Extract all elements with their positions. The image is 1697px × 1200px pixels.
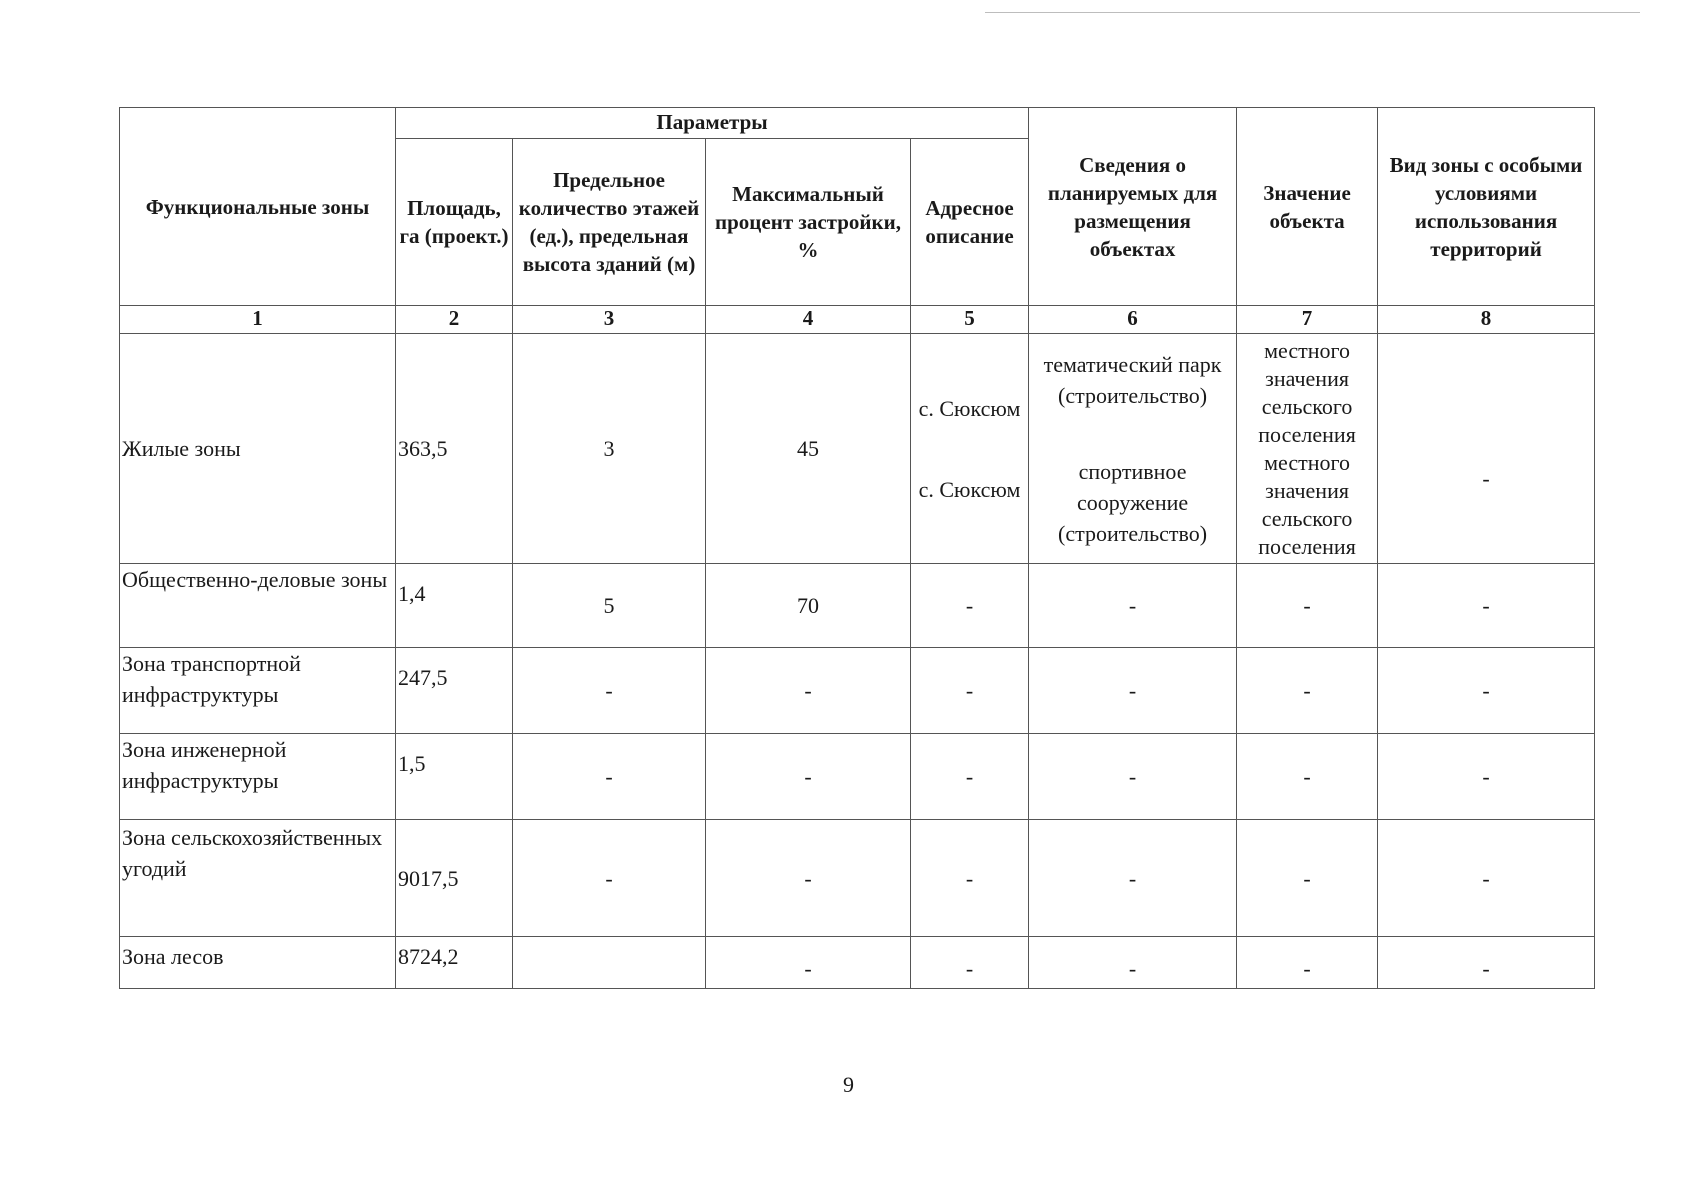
header-max-built-percent: Максимальный процент застройки, % (706, 139, 911, 306)
header-floors-height: Предельное количество этажей (ед.), предельная высота зданий (м) (513, 139, 706, 306)
zone-area: 8724,2 (396, 937, 513, 989)
zone-name: Общественно-деловые зоны (120, 564, 396, 648)
zone-name: Зона сельскохозяйственных угодий (120, 820, 396, 937)
zone-objects: - (1029, 937, 1237, 989)
zone-address: с. Сюксюм (918, 476, 1021, 502)
column-number: 3 (513, 306, 706, 334)
zone-percent: - (706, 648, 911, 734)
column-number: 5 (911, 306, 1029, 334)
zone-floors (513, 937, 706, 989)
zone-address: - (911, 937, 1029, 989)
header-area: Площадь, га (проект.) (396, 139, 513, 306)
table-row (120, 937, 1595, 989)
scan-top-line (985, 12, 1640, 13)
zone-objects: - (1029, 734, 1237, 820)
functional-zones-table (119, 107, 1595, 989)
zone-percent: 70 (706, 564, 911, 648)
zone-percent: 45 (706, 334, 911, 564)
object-significance: местного значения сельского поселения (1258, 449, 1356, 559)
zone-area: 1,4 (396, 564, 513, 648)
planned-object: тематический парк (строительство) (1043, 351, 1222, 408)
zone-special: - (1378, 734, 1595, 820)
zone-address: - (911, 734, 1029, 820)
zone-name: Зона лесов (120, 937, 396, 989)
zone-percent: - (706, 734, 911, 820)
header-planned-objects: Сведения о планируемых для размещения объектах (1029, 108, 1237, 306)
zone-special: - (1378, 334, 1595, 564)
column-number: 1 (120, 306, 396, 334)
planned-object: спортивное сооружение (строительство) (1058, 458, 1208, 546)
header-address: Адресное описание (911, 139, 1029, 306)
zone-significance-cell (1237, 334, 1378, 564)
zone-name: Зона инженерной инфраструктуры (120, 734, 396, 820)
zone-significance: - (1237, 648, 1378, 734)
zone-special: - (1378, 937, 1595, 989)
table-row (120, 564, 1595, 648)
zone-special: - (1378, 820, 1595, 937)
zone-objects: - (1029, 648, 1237, 734)
zone-area: 1,5 (396, 734, 513, 820)
zone-floors: - (513, 648, 706, 734)
zone-address: - (911, 564, 1029, 648)
header-object-significance: Значение объекта (1237, 108, 1378, 306)
column-number: 4 (706, 306, 911, 334)
table-row (120, 734, 1595, 820)
zone-objects: - (1029, 564, 1237, 648)
object-significance: местного значения сельского поселения (1258, 337, 1356, 447)
column-number: 7 (1237, 306, 1378, 334)
table-row (120, 820, 1595, 937)
zone-floors: 5 (513, 564, 706, 648)
zone-percent: - (706, 820, 911, 937)
zone-address-cell (911, 334, 1029, 564)
page-number: 9 (843, 1072, 854, 1097)
zone-name: Жилые зоны (120, 334, 396, 564)
header-functional-zones: Функциональные зоны (120, 108, 396, 306)
column-number: 2 (396, 306, 513, 334)
zone-floors: - (513, 734, 706, 820)
zone-objects-cell (1029, 334, 1237, 564)
zone-percent: - (706, 937, 911, 989)
zone-address: - (911, 820, 1029, 937)
header-special-zone-type: Вид зоны с особыми условиями использования территорий (1378, 108, 1595, 306)
table-row (120, 334, 1595, 564)
column-number: 6 (1029, 306, 1237, 334)
zone-area: 363,5 (396, 334, 513, 564)
zone-floors: 3 (513, 334, 706, 564)
header-parameters: Параметры (396, 108, 1029, 139)
column-number: 8 (1378, 306, 1595, 334)
zone-significance: - (1237, 937, 1378, 989)
zone-significance: - (1237, 734, 1378, 820)
zone-area: 9017,5 (396, 820, 513, 937)
zone-address: - (911, 648, 1029, 734)
zone-address: с. Сюксюм (918, 395, 1021, 421)
zone-area: 247,5 (396, 648, 513, 734)
zone-objects: - (1029, 820, 1237, 937)
zone-name: Зона транспортной инфраструктуры (120, 648, 396, 734)
zone-special: - (1378, 648, 1595, 734)
table-row (120, 648, 1595, 734)
zone-floors: - (513, 820, 706, 937)
zone-special: - (1378, 564, 1595, 648)
zone-significance: - (1237, 564, 1378, 648)
zone-significance: - (1237, 820, 1378, 937)
